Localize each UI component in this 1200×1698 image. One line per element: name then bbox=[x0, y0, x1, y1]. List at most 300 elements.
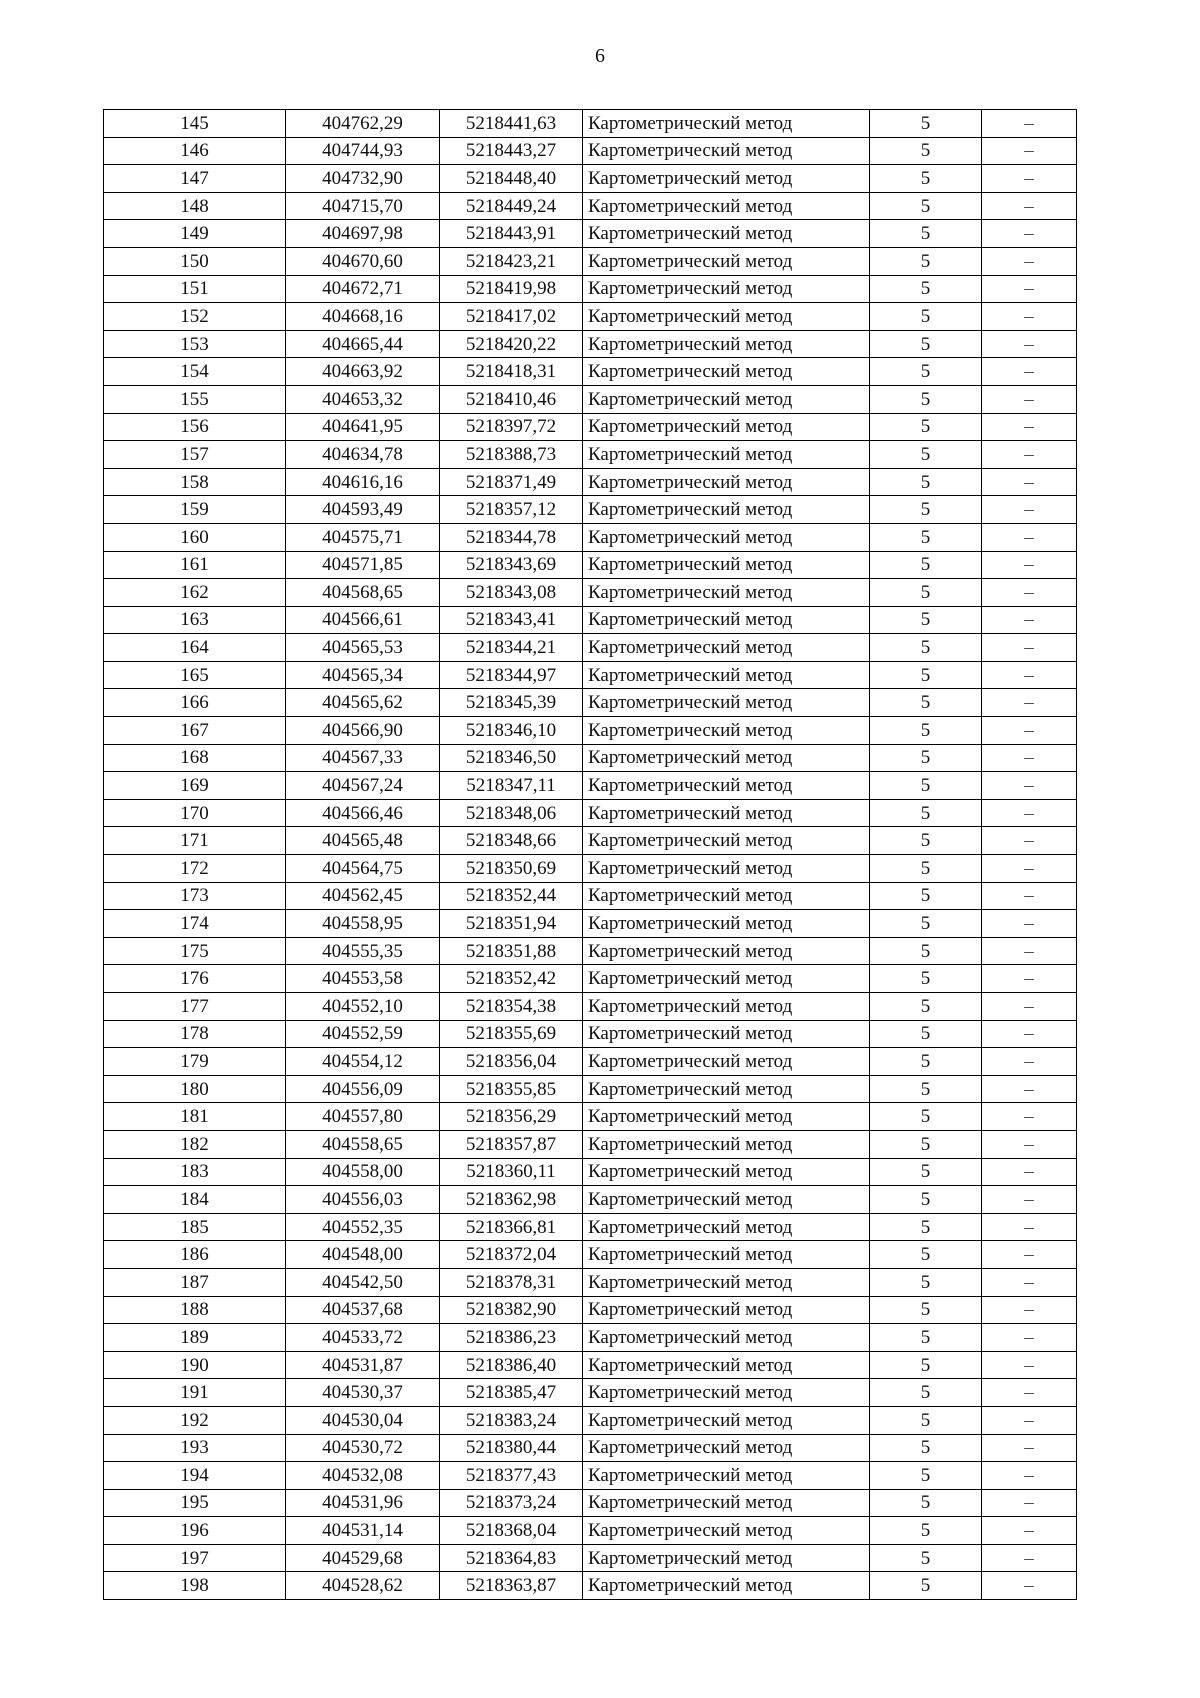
method-cell: Картометрический метод bbox=[583, 1324, 870, 1352]
y-coordinate-cell: 5218344,97 bbox=[440, 661, 583, 689]
point-number-cell: 145 bbox=[104, 110, 286, 138]
table-row bbox=[104, 358, 1077, 386]
x-coordinate-cell: 404564,75 bbox=[286, 855, 440, 883]
x-coordinate-cell: 404566,61 bbox=[286, 606, 440, 634]
note-cell: – bbox=[982, 910, 1077, 938]
method-cell: Картометрический метод bbox=[583, 910, 870, 938]
y-coordinate-cell: 5218344,78 bbox=[440, 523, 583, 551]
accuracy-cell: 5 bbox=[870, 799, 982, 827]
point-number-cell: 156 bbox=[104, 413, 286, 441]
accuracy-cell: 5 bbox=[870, 855, 982, 883]
y-coordinate-cell: 5218443,27 bbox=[440, 137, 583, 165]
accuracy-cell: 5 bbox=[870, 385, 982, 413]
x-coordinate-cell: 404529,68 bbox=[286, 1544, 440, 1572]
y-coordinate-cell: 5218377,43 bbox=[440, 1462, 583, 1490]
y-coordinate-cell: 5218419,98 bbox=[440, 275, 583, 303]
y-coordinate-cell: 5218383,24 bbox=[440, 1406, 583, 1434]
method-cell: Картометрический метод bbox=[583, 1186, 870, 1214]
accuracy-cell: 5 bbox=[870, 937, 982, 965]
x-coordinate-cell: 404697,98 bbox=[286, 220, 440, 248]
y-coordinate-cell: 5218363,87 bbox=[440, 1572, 583, 1600]
x-coordinate-cell: 404548,00 bbox=[286, 1241, 440, 1269]
point-number-cell: 179 bbox=[104, 1048, 286, 1076]
accuracy-cell: 5 bbox=[870, 827, 982, 855]
y-coordinate-cell: 5218346,10 bbox=[440, 717, 583, 745]
accuracy-cell: 5 bbox=[870, 1020, 982, 1048]
note-cell: – bbox=[982, 993, 1077, 1021]
x-coordinate-cell: 404565,62 bbox=[286, 689, 440, 717]
note-cell: – bbox=[982, 1020, 1077, 1048]
accuracy-cell: 5 bbox=[870, 165, 982, 193]
table-row bbox=[104, 1379, 1077, 1407]
note-cell: – bbox=[982, 275, 1077, 303]
accuracy-cell: 5 bbox=[870, 358, 982, 386]
method-cell: Картометрический метод bbox=[583, 827, 870, 855]
y-coordinate-cell: 5218355,69 bbox=[440, 1020, 583, 1048]
accuracy-cell: 5 bbox=[870, 1130, 982, 1158]
accuracy-cell: 5 bbox=[870, 1572, 982, 1600]
table-row bbox=[104, 303, 1077, 331]
table-row bbox=[104, 468, 1077, 496]
coordinates-table-body bbox=[104, 110, 1077, 1600]
point-number-cell: 155 bbox=[104, 385, 286, 413]
point-number-cell: 186 bbox=[104, 1241, 286, 1269]
accuracy-cell: 5 bbox=[870, 1213, 982, 1241]
x-coordinate-cell: 404616,16 bbox=[286, 468, 440, 496]
method-cell: Картометрический метод bbox=[583, 993, 870, 1021]
method-cell: Картометрический метод bbox=[583, 413, 870, 441]
x-coordinate-cell: 404530,72 bbox=[286, 1434, 440, 1462]
point-number-cell: 177 bbox=[104, 993, 286, 1021]
accuracy-cell: 5 bbox=[870, 1324, 982, 1352]
point-number-cell: 174 bbox=[104, 910, 286, 938]
point-number-cell: 190 bbox=[104, 1351, 286, 1379]
y-coordinate-cell: 5218343,08 bbox=[440, 579, 583, 607]
x-coordinate-cell: 404558,95 bbox=[286, 910, 440, 938]
x-coordinate-cell: 404552,35 bbox=[286, 1213, 440, 1241]
accuracy-cell: 5 bbox=[870, 1103, 982, 1131]
y-coordinate-cell: 5218386,40 bbox=[440, 1351, 583, 1379]
note-cell: – bbox=[982, 1213, 1077, 1241]
y-coordinate-cell: 5218364,83 bbox=[440, 1544, 583, 1572]
x-coordinate-cell: 404558,00 bbox=[286, 1158, 440, 1186]
note-cell: – bbox=[982, 1517, 1077, 1545]
table-row bbox=[104, 496, 1077, 524]
x-coordinate-cell: 404530,37 bbox=[286, 1379, 440, 1407]
method-cell: Картометрический метод bbox=[583, 1462, 870, 1490]
method-cell: Картометрический метод bbox=[583, 441, 870, 469]
table-row bbox=[104, 579, 1077, 607]
accuracy-cell: 5 bbox=[870, 1241, 982, 1269]
accuracy-cell: 5 bbox=[870, 1489, 982, 1517]
note-cell: – bbox=[982, 1324, 1077, 1352]
y-coordinate-cell: 5218372,04 bbox=[440, 1241, 583, 1269]
point-number-cell: 197 bbox=[104, 1544, 286, 1572]
accuracy-cell: 5 bbox=[870, 1379, 982, 1407]
table-row bbox=[104, 1048, 1077, 1076]
x-coordinate-cell: 404533,72 bbox=[286, 1324, 440, 1352]
point-number-cell: 167 bbox=[104, 717, 286, 745]
method-cell: Картометрический метод bbox=[583, 1020, 870, 1048]
accuracy-cell: 5 bbox=[870, 496, 982, 524]
method-cell: Картометрический метод bbox=[583, 1158, 870, 1186]
x-coordinate-cell: 404744,93 bbox=[286, 137, 440, 165]
note-cell: – bbox=[982, 882, 1077, 910]
x-coordinate-cell: 404568,65 bbox=[286, 579, 440, 607]
x-coordinate-cell: 404762,29 bbox=[286, 110, 440, 138]
accuracy-cell: 5 bbox=[870, 1048, 982, 1076]
y-coordinate-cell: 5218380,44 bbox=[440, 1434, 583, 1462]
method-cell: Картометрический метод bbox=[583, 303, 870, 331]
note-cell: – bbox=[982, 1434, 1077, 1462]
point-number-cell: 191 bbox=[104, 1379, 286, 1407]
accuracy-cell: 5 bbox=[870, 303, 982, 331]
accuracy-cell: 5 bbox=[870, 1351, 982, 1379]
point-number-cell: 192 bbox=[104, 1406, 286, 1434]
accuracy-cell: 5 bbox=[870, 993, 982, 1021]
y-coordinate-cell: 5218417,02 bbox=[440, 303, 583, 331]
x-coordinate-cell: 404555,35 bbox=[286, 937, 440, 965]
table-row bbox=[104, 192, 1077, 220]
y-coordinate-cell: 5218378,31 bbox=[440, 1268, 583, 1296]
note-cell: – bbox=[982, 937, 1077, 965]
table-row bbox=[104, 993, 1077, 1021]
table-row bbox=[104, 275, 1077, 303]
method-cell: Картометрический метод bbox=[583, 468, 870, 496]
y-coordinate-cell: 5218343,69 bbox=[440, 551, 583, 579]
y-coordinate-cell: 5218352,44 bbox=[440, 882, 583, 910]
method-cell: Картометрический метод bbox=[583, 1213, 870, 1241]
point-number-cell: 159 bbox=[104, 496, 286, 524]
accuracy-cell: 5 bbox=[870, 247, 982, 275]
accuracy-cell: 5 bbox=[870, 1462, 982, 1490]
table-row bbox=[104, 1324, 1077, 1352]
method-cell: Картометрический метод bbox=[583, 165, 870, 193]
method-cell: Картометрический метод bbox=[583, 358, 870, 386]
x-coordinate-cell: 404556,09 bbox=[286, 1075, 440, 1103]
x-coordinate-cell: 404565,34 bbox=[286, 661, 440, 689]
x-coordinate-cell: 404565,53 bbox=[286, 634, 440, 662]
accuracy-cell: 5 bbox=[870, 551, 982, 579]
point-number-cell: 163 bbox=[104, 606, 286, 634]
note-cell: – bbox=[982, 1158, 1077, 1186]
x-coordinate-cell: 404732,90 bbox=[286, 165, 440, 193]
note-cell: – bbox=[982, 468, 1077, 496]
method-cell: Картометрический метод bbox=[583, 772, 870, 800]
table-row bbox=[104, 247, 1077, 275]
y-coordinate-cell: 5218352,42 bbox=[440, 965, 583, 993]
y-coordinate-cell: 5218355,85 bbox=[440, 1075, 583, 1103]
x-coordinate-cell: 404565,48 bbox=[286, 827, 440, 855]
x-coordinate-cell: 404558,65 bbox=[286, 1130, 440, 1158]
note-cell: – bbox=[982, 1406, 1077, 1434]
point-number-cell: 148 bbox=[104, 192, 286, 220]
note-cell: – bbox=[982, 1048, 1077, 1076]
method-cell: Картометрический метод bbox=[583, 275, 870, 303]
accuracy-cell: 5 bbox=[870, 882, 982, 910]
point-number-cell: 158 bbox=[104, 468, 286, 496]
point-number-cell: 198 bbox=[104, 1572, 286, 1600]
note-cell: – bbox=[982, 413, 1077, 441]
point-number-cell: 171 bbox=[104, 827, 286, 855]
note-cell: – bbox=[982, 1186, 1077, 1214]
note-cell: – bbox=[982, 358, 1077, 386]
table-row bbox=[104, 1075, 1077, 1103]
method-cell: Картометрический метод bbox=[583, 330, 870, 358]
point-number-cell: 153 bbox=[104, 330, 286, 358]
note-cell: – bbox=[982, 137, 1077, 165]
note-cell: – bbox=[982, 496, 1077, 524]
y-coordinate-cell: 5218346,50 bbox=[440, 744, 583, 772]
point-number-cell: 187 bbox=[104, 1268, 286, 1296]
point-number-cell: 178 bbox=[104, 1020, 286, 1048]
note-cell: – bbox=[982, 303, 1077, 331]
note-cell: – bbox=[982, 441, 1077, 469]
table-row bbox=[104, 965, 1077, 993]
note-cell: – bbox=[982, 192, 1077, 220]
x-coordinate-cell: 404715,70 bbox=[286, 192, 440, 220]
table-row bbox=[104, 551, 1077, 579]
method-cell: Картометрический метод bbox=[583, 965, 870, 993]
method-cell: Картометрический метод bbox=[583, 1351, 870, 1379]
table-row bbox=[104, 910, 1077, 938]
x-coordinate-cell: 404562,45 bbox=[286, 882, 440, 910]
accuracy-cell: 5 bbox=[870, 634, 982, 662]
x-coordinate-cell: 404672,71 bbox=[286, 275, 440, 303]
point-number-cell: 150 bbox=[104, 247, 286, 275]
note-cell: – bbox=[982, 551, 1077, 579]
x-coordinate-cell: 404542,50 bbox=[286, 1268, 440, 1296]
note-cell: – bbox=[982, 634, 1077, 662]
table-row bbox=[104, 523, 1077, 551]
note-cell: – bbox=[982, 1241, 1077, 1269]
y-coordinate-cell: 5218351,88 bbox=[440, 937, 583, 965]
note-cell: – bbox=[982, 1130, 1077, 1158]
table-row bbox=[104, 1434, 1077, 1462]
accuracy-cell: 5 bbox=[870, 1186, 982, 1214]
method-cell: Картометрический метод bbox=[583, 496, 870, 524]
page-number: 6 bbox=[595, 45, 605, 67]
note-cell: – bbox=[982, 606, 1077, 634]
note-cell: – bbox=[982, 247, 1077, 275]
note-cell: – bbox=[982, 689, 1077, 717]
point-number-cell: 184 bbox=[104, 1186, 286, 1214]
accuracy-cell: 5 bbox=[870, 1434, 982, 1462]
y-coordinate-cell: 5218366,81 bbox=[440, 1213, 583, 1241]
accuracy-cell: 5 bbox=[870, 579, 982, 607]
x-coordinate-cell: 404554,12 bbox=[286, 1048, 440, 1076]
note-cell: – bbox=[982, 579, 1077, 607]
accuracy-cell: 5 bbox=[870, 468, 982, 496]
x-coordinate-cell: 404557,80 bbox=[286, 1103, 440, 1131]
x-coordinate-cell: 404665,44 bbox=[286, 330, 440, 358]
table-row bbox=[104, 855, 1077, 883]
point-number-cell: 193 bbox=[104, 1434, 286, 1462]
x-coordinate-cell: 404567,33 bbox=[286, 744, 440, 772]
table-row bbox=[104, 220, 1077, 248]
point-number-cell: 162 bbox=[104, 579, 286, 607]
y-coordinate-cell: 5218357,87 bbox=[440, 1130, 583, 1158]
method-cell: Картометрический метод bbox=[583, 1048, 870, 1076]
accuracy-cell: 5 bbox=[870, 1544, 982, 1572]
table-row bbox=[104, 689, 1077, 717]
table-row bbox=[104, 137, 1077, 165]
point-number-cell: 149 bbox=[104, 220, 286, 248]
table-row bbox=[104, 1241, 1077, 1269]
note-cell: – bbox=[982, 855, 1077, 883]
point-number-cell: 196 bbox=[104, 1517, 286, 1545]
table-row bbox=[104, 1213, 1077, 1241]
x-coordinate-cell: 404668,16 bbox=[286, 303, 440, 331]
method-cell: Картометрический метод bbox=[583, 661, 870, 689]
method-cell: Картометрический метод bbox=[583, 744, 870, 772]
note-cell: – bbox=[982, 661, 1077, 689]
method-cell: Картометрический метод bbox=[583, 689, 870, 717]
table-row bbox=[104, 799, 1077, 827]
method-cell: Картометрический метод bbox=[583, 192, 870, 220]
table-row bbox=[104, 1406, 1077, 1434]
accuracy-cell: 5 bbox=[870, 717, 982, 745]
y-coordinate-cell: 5218347,11 bbox=[440, 772, 583, 800]
accuracy-cell: 5 bbox=[870, 965, 982, 993]
table-row bbox=[104, 744, 1077, 772]
method-cell: Картометрический метод bbox=[583, 523, 870, 551]
x-coordinate-cell: 404552,59 bbox=[286, 1020, 440, 1048]
x-coordinate-cell: 404663,92 bbox=[286, 358, 440, 386]
point-number-cell: 194 bbox=[104, 1462, 286, 1490]
point-number-cell: 173 bbox=[104, 882, 286, 910]
y-coordinate-cell: 5218345,39 bbox=[440, 689, 583, 717]
method-cell: Картометрический метод bbox=[583, 385, 870, 413]
accuracy-cell: 5 bbox=[870, 606, 982, 634]
table-row bbox=[104, 827, 1077, 855]
method-cell: Картометрический метод bbox=[583, 717, 870, 745]
note-cell: – bbox=[982, 523, 1077, 551]
point-number-cell: 170 bbox=[104, 799, 286, 827]
coordinates-table bbox=[103, 109, 1077, 1600]
x-coordinate-cell: 404670,60 bbox=[286, 247, 440, 275]
y-coordinate-cell: 5218397,72 bbox=[440, 413, 583, 441]
note-cell: – bbox=[982, 1103, 1077, 1131]
point-number-cell: 183 bbox=[104, 1158, 286, 1186]
table-row bbox=[104, 385, 1077, 413]
x-coordinate-cell: 404556,03 bbox=[286, 1186, 440, 1214]
accuracy-cell: 5 bbox=[870, 1296, 982, 1324]
accuracy-cell: 5 bbox=[870, 661, 982, 689]
x-coordinate-cell: 404653,32 bbox=[286, 385, 440, 413]
x-coordinate-cell: 404575,71 bbox=[286, 523, 440, 551]
note-cell: – bbox=[982, 1268, 1077, 1296]
point-number-cell: 161 bbox=[104, 551, 286, 579]
point-number-cell: 188 bbox=[104, 1296, 286, 1324]
y-coordinate-cell: 5218410,46 bbox=[440, 385, 583, 413]
y-coordinate-cell: 5218385,47 bbox=[440, 1379, 583, 1407]
method-cell: Картометрический метод bbox=[583, 1406, 870, 1434]
x-coordinate-cell: 404571,85 bbox=[286, 551, 440, 579]
y-coordinate-cell: 5218356,29 bbox=[440, 1103, 583, 1131]
point-number-cell: 195 bbox=[104, 1489, 286, 1517]
table-row bbox=[104, 110, 1077, 138]
y-coordinate-cell: 5218441,63 bbox=[440, 110, 583, 138]
point-number-cell: 168 bbox=[104, 744, 286, 772]
point-number-cell: 166 bbox=[104, 689, 286, 717]
accuracy-cell: 5 bbox=[870, 523, 982, 551]
x-coordinate-cell: 404531,14 bbox=[286, 1517, 440, 1545]
point-number-cell: 169 bbox=[104, 772, 286, 800]
point-number-cell: 147 bbox=[104, 165, 286, 193]
table-row bbox=[104, 413, 1077, 441]
table-row bbox=[104, 1517, 1077, 1545]
y-coordinate-cell: 5218423,21 bbox=[440, 247, 583, 275]
table-row bbox=[104, 882, 1077, 910]
accuracy-cell: 5 bbox=[870, 772, 982, 800]
y-coordinate-cell: 5218386,23 bbox=[440, 1324, 583, 1352]
method-cell: Картометрический метод bbox=[583, 634, 870, 662]
note-cell: – bbox=[982, 799, 1077, 827]
table-row bbox=[104, 1268, 1077, 1296]
x-coordinate-cell: 404566,46 bbox=[286, 799, 440, 827]
method-cell: Картометрический метод bbox=[583, 1075, 870, 1103]
note-cell: – bbox=[982, 385, 1077, 413]
table-row bbox=[104, 1186, 1077, 1214]
y-coordinate-cell: 5218420,22 bbox=[440, 330, 583, 358]
note-cell: – bbox=[982, 1462, 1077, 1490]
y-coordinate-cell: 5218350,69 bbox=[440, 855, 583, 883]
method-cell: Картометрический метод bbox=[583, 606, 870, 634]
method-cell: Картометрический метод bbox=[583, 1379, 870, 1407]
method-cell: Картометрический метод bbox=[583, 882, 870, 910]
method-cell: Картометрический метод bbox=[583, 799, 870, 827]
accuracy-cell: 5 bbox=[870, 192, 982, 220]
table-row bbox=[104, 441, 1077, 469]
point-number-cell: 165 bbox=[104, 661, 286, 689]
method-cell: Картометрический метод bbox=[583, 1489, 870, 1517]
method-cell: Картометрический метод bbox=[583, 579, 870, 607]
note-cell: – bbox=[982, 965, 1077, 993]
accuracy-cell: 5 bbox=[870, 275, 982, 303]
table-row bbox=[104, 1489, 1077, 1517]
y-coordinate-cell: 5218418,31 bbox=[440, 358, 583, 386]
table-row bbox=[104, 634, 1077, 662]
accuracy-cell: 5 bbox=[870, 1158, 982, 1186]
y-coordinate-cell: 5218449,24 bbox=[440, 192, 583, 220]
y-coordinate-cell: 5218443,91 bbox=[440, 220, 583, 248]
point-number-cell: 175 bbox=[104, 937, 286, 965]
method-cell: Картометрический метод bbox=[583, 1241, 870, 1269]
note-cell: – bbox=[982, 1544, 1077, 1572]
note-cell: – bbox=[982, 717, 1077, 745]
note-cell: – bbox=[982, 165, 1077, 193]
note-cell: – bbox=[982, 744, 1077, 772]
x-coordinate-cell: 404593,49 bbox=[286, 496, 440, 524]
x-coordinate-cell: 404553,58 bbox=[286, 965, 440, 993]
y-coordinate-cell: 5218343,41 bbox=[440, 606, 583, 634]
note-cell: – bbox=[982, 1379, 1077, 1407]
y-coordinate-cell: 5218368,04 bbox=[440, 1517, 583, 1545]
y-coordinate-cell: 5218351,94 bbox=[440, 910, 583, 938]
note-cell: – bbox=[982, 220, 1077, 248]
note-cell: – bbox=[982, 827, 1077, 855]
y-coordinate-cell: 5218356,04 bbox=[440, 1048, 583, 1076]
note-cell: – bbox=[982, 1572, 1077, 1600]
y-coordinate-cell: 5218373,24 bbox=[440, 1489, 583, 1517]
table-row bbox=[104, 661, 1077, 689]
table-row bbox=[104, 1544, 1077, 1572]
accuracy-cell: 5 bbox=[870, 330, 982, 358]
y-coordinate-cell: 5218348,06 bbox=[440, 799, 583, 827]
table-row bbox=[104, 772, 1077, 800]
table-row bbox=[104, 165, 1077, 193]
